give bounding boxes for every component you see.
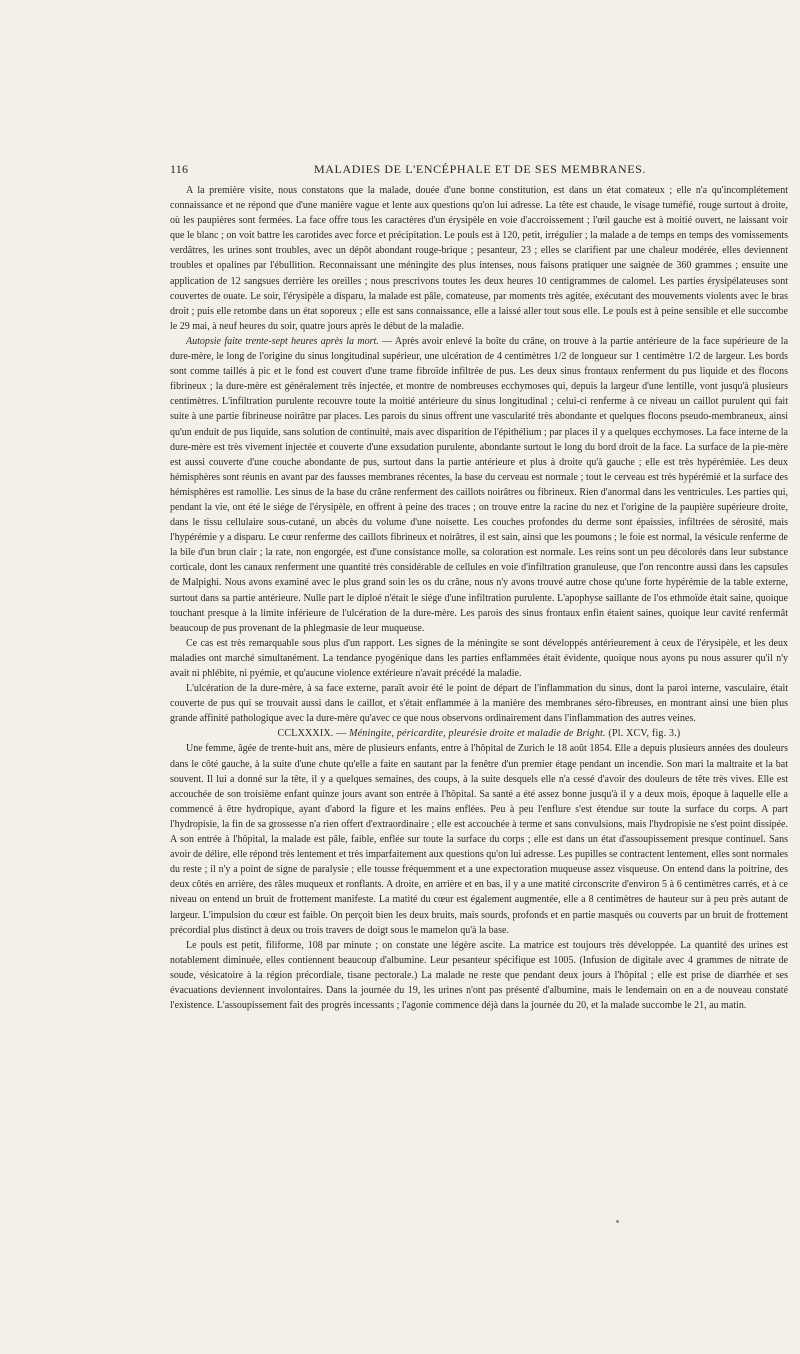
case-title: Méningite, péricardite, pleurésie droite et maladie de Bright. <box>349 728 606 740</box>
case-heading: CCLXXXIX. — Méningite, péricardite, pleurésie droite et maladie de Bright. (Pl. XCV, fig. 3.) <box>277 728 681 740</box>
autopsy-lead: Autopsie faite trente-sept heures après la mort. <box>186 335 379 347</box>
paragraph-ulceration: L'ulcération de la dure-mère, à sa face externe, paraît avoir été le point de départ de l'inflammation du sinus, dont la paroi interne, vasculaire, était couverte de pus qui se trouvait aussi dans le caillot, et s'était enflammée à la manière des membranes séro-fibreuses, en montrant ainsi une bien plus grande affinité pathologique avec la dure-mère qu'avec ce que nous observons ordinairement dans l'inflammation des autres veines. <box>170 683 788 725</box>
case-number: CCLXXXIX. <box>277 728 334 740</box>
paragraph-remarks: Ce cas est très remarquable sous plus d'un rapport. Les signes de la méningite se sont développés antérieurement à ceux de l'érysipèle, et les deux maladies ont marché simultanément. La tendance pyogénique dans les parties enflammées était évidente, quoique nous ayons pu nous assurer qu'il n'y avait ni phlébite, ni pyémie, et qu'aucune violence extérieure n'avait précédé la maladie. <box>170 637 788 679</box>
paragraph-autopsy <box>170 334 788 636</box>
paragraph-clinical-course: A la première visite, nous constatons que la malade, douée d'une bonne constitution, est dans un état comateux ; elle n'a qu'incomplétement connaissance et ne répond que d'une manière vague et lente aux questions qu'on lui adresse. La tête est chaude, le visage tuméfié, rouge surtout à droite, où les paupières sont fermées. La face offre tous les caractères d'un érysipèle en voie d'accroissement ; l'œil gauche est à moitié ouvert, ne laissant voir que le blanc ; on voit battre les carotides avec force et précipitation. Le pouls est à 120, petit, irrégulier ; la malade a de temps en temps des vomissements verdâtres, les urines sont troubles, avec un dépôt abondant rouge-brique ; pesanteur, 23 ; elles se clarifient par une chaleur modérée, elles deviennent troubles et opalines par l'ébullition. Reconnaissant une méningite des plus intenses, nous faisons pratiquer une saignée de 360 grammes ; ensuite une application de 12 sangsues derrière les oreilles ; nous prescrivons toutes les deux heures 10 centigrammes de calomel. Les parties érysipélateuses sont couvertes de ouate. Le soir, l'érysipèle a disparu, la malade est pâle, comateuse, par moments très agitée, exécutant des mouvements violents avec le bras droit ; puis elle retombe dans un état soporeux ; elle est sans connaissance, elle a laissé aller tout sous elle. Le pouls est à peine sensible et elle succombe le 29 mai, à neuf heures du soir, quatre jours après le début de la maladie. <box>170 185 788 332</box>
autopsy-body: — Après avoir enlevé la boîte du crâne, on trouve à la partie antérieure de la face supérieure de la dure-mère, le long de l'origine du sinus longitudinal supérieur, une ulcération de 4 centimètres 1/2 de longueur sur 1 centimètre 1/2 de largeur. Les bords sont comme taillés à pic et le fond est couvert d'une trame fibroïde infiltrée de pus. Les deux sinus frontaux renferment du pus liquide et des flocons fibrineux ; la dure-mère est généralement très injectée, et montre de nombreuses ecchymoses qui, depuis la largeur d'une lentille, vont jusqu'à plusieurs centimètres. L'infiltration purulente recouvre toute la moitié antérieure du sinus longitudinal ; celui-ci renferme à ce niveau un caillot purulent qui fait suite à une partie fibrineuse noirâtre par places. Les parois du sinus offrent une vascularité très abondante et quelques flocons pseudo-membraneux, ainsi qu'un enduit de pus liquide, sans solution de continuité, mais avec disparition de l'épithélium ; par places il y a quelques ecchymoses. La face interne de la dure-mère est très vivement injectée et couverte d'une exsudation purulente, abondante surtout le long du bord droit de la face. La surface de la pie-mère est aussi couverte d'une couche abondante de pus, surtout dans la partie antérieure et plus à droite qu'à gauche ; elle est très hypérémiée. Les deux hémisphères sont réunis en avant par des fausses membranes récentes, la base du cerveau est normale ; tout le cerveau est très hypérémié et la surface des hémisphères est ramollie. Les sinus de la base du crâne renferment des caillots noirâtres ou fibrineux. Rien d'anormal dans les ventricules. Les parties qui, pendant la vie, ont été le siége de l'érysipèle, en offrent à peine des traces ; on trouve entre la racine du nez et l'origine de la paupière supérieure droite, dans le tissu cellulaire sous-cutané, un abcès du volume d'une noisette. Les couches profondes du derme sont épaissies, infiltrées de sérosité, mais l'hypérémie y a disparu. Le cœur renferme des caillots fibrineux et noirâtres, il est sain, ainsi que les poumons ; le foie est normal, la vésicule renferme de la bile d'un brun clair ; la rate, non engorgée, est d'une consistance molle, sa coloration est normale. Les reins sont un peu décolorés dans leur substance corticale, dont les canaux renferment une quantité très considérable de cellules en voie d'infiltration granuleuse, que l'on rencontre aussi dans les capsules de Malpighi. Nous avons examiné avec le plus grand soin les os du crâne, nous n'y avons trouvé autre chose qu'une forte hypérémie de la table externe, surtout dans sa partie antérieure. Nulle part le diploé n'était le siége d'une infiltration purulente. L'apophyse saillante de l'os ethmoïde était saine, quoique touchant presque à la limite inférieure de l'ulcération de la dure-mère. Les parois des sinus frontaux enfin étaient saines, quoique leur cavité renfermât beaucoup de pus provenant de la phlegmasie de leur muqueuse. <box>170 335 789 634</box>
ink-speck <box>616 1220 619 1223</box>
paragraph-case-outcome: Le pouls est petit, filiforme, 108 par minute ; on constate une légère ascite. La matrice est toujours très développée. La quantité des urines est notablement diminuée, elles contiennent beaucoup d'albumine. Leur pesanteur spécifique est 1005. (Infusion de digitale avec 4 grammes de nitrate de soude, vésicatoire à la région précordiale, tisane pectorale.) La malade ne reste que pendant deux jours à l'hôpital ; elle est prise de diarrhée et ses évacuations deviennent involontaires. Dans la journée du 19, les urines n'ont pas présenté d'albumine, mais le lendemain on en a de nouveau constaté l'existence. L'assoupissement fait des progrès incessants ; l'agonie commence déjà dans la journée du 20, et la malade succombe le 21, au matin. <box>170 939 788 1012</box>
text-column <box>170 183 788 1013</box>
plate-reference: (Pl. XCV, fig. 3.) <box>608 728 681 740</box>
paragraph-case-history: Une femme, âgée de trente-huit ans, mère de plusieurs enfants, entre à l'hôpital de Zurich le 18 août 1854. Elle a depuis plusieurs années des douleurs dans le côté gauche, à la suite d'une chute qu'elle a faite en sautant par la fenêtre d'un premier étage pendant un incendie. Son mari la maltraite et la bat souvent. Il lui a donné sur la tête, il y a quelques semaines, des coups, à la suite desquels elle n'a cessé d'avoir des douleurs de tête très vives. Elle est accouchée de son troisième enfant quinze jours avant son entrée à l'hôpital. Sa santé a été assez bonne jusqu'à il y a deux mois, époque à laquelle elle a commencé à être hydropique, ayant d'abord la figure et les mains enflées. Peu à peu l'enflure s'est étendue sur toute la surface du corps. A part l'hydropisie, la fin de sa grossesse n'a rien offert d'extraordinaire ; elle est accouchée à terme et sans convulsions, mais l'hydropisie ne s'est point dissipée. A son entrée à l'hôpital, la malade est pâle, faible, enflée sur toute la surface du corps ; elle est dans un état d'assoupissement presque continuel. Sans avoir de délire, elle répond très lentement et très imparfaitement aux questions qu'on lui adresse. Les pupilles se contractent lentement, elles sont normales du reste ; il n'y a point de signe de paralysie ; elle tousse fréquemment et a une expectoration muqueuse assez visqueuse. On entend dans la poitrine, des deux côtés en arrière, des râles muqueux et ronflants. A droite, en arrière et en bas, il y a une matité circonscrite d'environ 5 à 6 centimètres carrés, et à ce niveau on entend un bruit de frottement manifeste. La matité du cœur est également augmentée, elle a 8 centimètres de hauteur sur à peu près autant de largeur. L'impulsion du cœur est faible. On perçoit bien les deux bruits, mais sourds, profonds et en partie masqués ou couverts par un bruit de frottement précordial plus distinct à deux ou trois travers de doigt sous le mamelon qu'à la base. <box>170 743 788 936</box>
page-number: 116 <box>170 162 189 176</box>
running-title: MALADIES DE L'ENCÉPHALE ET DE SES MEMBRANES. <box>314 162 647 176</box>
page-header <box>170 162 788 180</box>
